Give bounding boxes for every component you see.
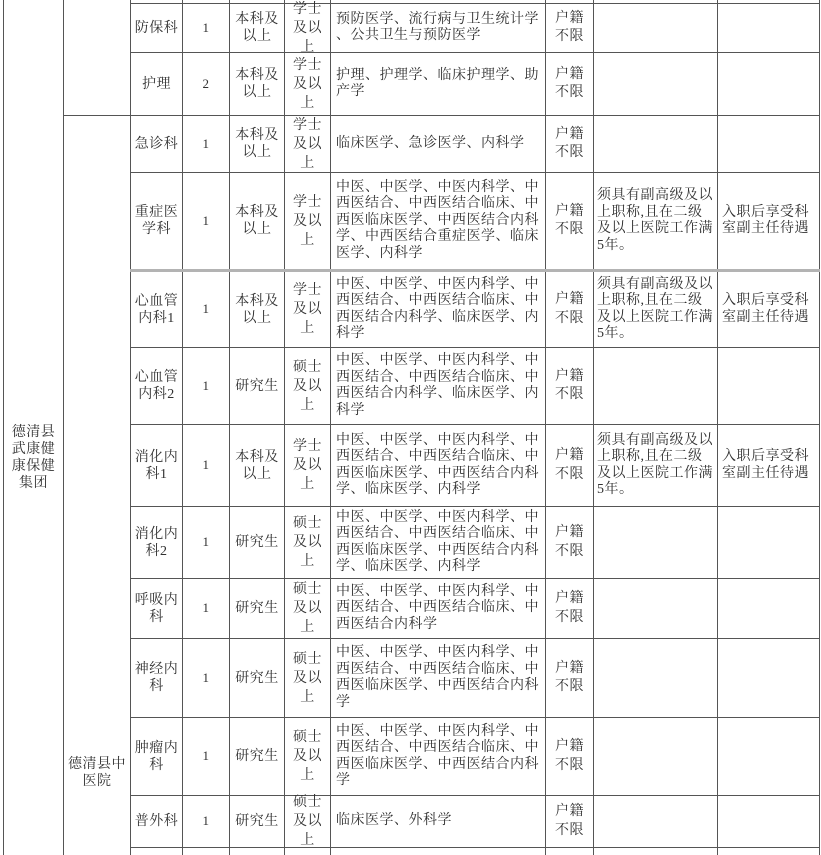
benefit-cell: 入职后享受科室副主任待遇 (718, 173, 820, 271)
requirement-cell: 须具有副高级及以上职称,且在二级及以上医院工作满5年。 (594, 271, 718, 348)
degree-cell: 硕士及以上 (285, 718, 331, 796)
requirement-cell (594, 507, 718, 579)
residency-cell: 户籍不限 (546, 53, 594, 116)
dept-cell: 心血管内科1 (131, 271, 183, 348)
count-cell: 1 (183, 639, 230, 718)
majors-cell: 中医、中医学、中医内科学、中西医结合、中西医结合临床、中西医临床医学、中西医结合内科学 (331, 718, 546, 796)
degree-cell: 硕士及以上 (285, 639, 331, 718)
benefit-cell (718, 507, 820, 579)
majors-cell: 护理、护理学、临床护理学、助产学 (331, 53, 546, 116)
dept-cell: 神经内科 (131, 639, 183, 718)
requirement-cell (594, 796, 718, 848)
benefit-cell (718, 348, 820, 425)
degree-cell: 学士及以上 (285, 173, 331, 271)
benefit-cell (718, 718, 820, 796)
degree-cell: 硕士及以上 (285, 579, 331, 639)
dept-cell: 普外科 (131, 796, 183, 848)
degree-cell: 学士及以上 (285, 271, 331, 348)
residency-cell: 户籍不限 (546, 796, 594, 848)
benefit-cell (718, 796, 820, 848)
majors-cell: 中医、中医学、中医内科学、中西医结合、中西医结合临床、中西医临床医学、中西医结合内科学、临床医学、内科学 (331, 425, 546, 507)
requirement-cell: 须具有副高级及以上职称,且在二级及以上医院工作满5年。 (594, 425, 718, 507)
residency-cell: 户籍不限 (546, 639, 594, 718)
clipped-cell (131, 848, 183, 855)
count-cell: 1 (183, 348, 230, 425)
benefit-cell (718, 4, 820, 53)
dept-cell: 消化内科1 (131, 425, 183, 507)
residency-cell: 户籍不限 (546, 507, 594, 579)
residency-cell: 户籍不限 (546, 348, 594, 425)
requirement-cell (594, 53, 718, 116)
benefit-cell (718, 579, 820, 639)
degree-cell: 硕士及以上 (285, 507, 331, 579)
dept-cell: 防保科 (131, 4, 183, 53)
dept-cell: 急诊科 (131, 116, 183, 173)
count-cell: 1 (183, 173, 230, 271)
clipped-cell (331, 848, 546, 855)
majors-cell: 中医、中医学、中医内科学、中西医结合、中西医结合临床、中西医结合内科学、临床医学、内科学 (331, 348, 546, 425)
education-cell: 本科及以上 (230, 116, 285, 173)
education-cell: 本科及以上 (230, 173, 285, 271)
recruitment-table (3, 0, 820, 855)
degree-cell: 学士及以上 (285, 116, 331, 173)
hospital-cell-upper (64, 0, 131, 116)
benefit-cell: 入职后享受科室副主任待遇 (718, 271, 820, 348)
count-cell: 1 (183, 425, 230, 507)
residency-cell: 户籍不限 (546, 173, 594, 271)
education-cell: 本科及以上 (230, 53, 285, 116)
dept-cell: 肿瘤内科 (131, 718, 183, 796)
dept-cell: 呼吸内科 (131, 579, 183, 639)
benefit-cell (718, 116, 820, 173)
count-cell: 1 (183, 579, 230, 639)
benefit-cell: 入职后享受科室副主任待遇 (718, 425, 820, 507)
dept-cell: 重症医学科 (131, 173, 183, 271)
count-cell: 2 (183, 53, 230, 116)
residency-cell: 户籍不限 (546, 425, 594, 507)
dept-cell: 消化内科2 (131, 507, 183, 579)
requirement-cell (594, 348, 718, 425)
count-cell: 1 (183, 507, 230, 579)
dept-cell: 护理 (131, 53, 183, 116)
education-cell: 研究生 (230, 507, 285, 579)
count-cell: 1 (183, 271, 230, 348)
majors-cell: 临床医学、外科学 (331, 796, 546, 848)
clipped-cell (594, 848, 718, 855)
majors-cell: 中医、中医学、中医内科学、中西医结合、中西医结合临床、中西医临床医学、中西医结合内科学、临床医学、内科学 (331, 507, 546, 579)
requirement-cell (594, 639, 718, 718)
requirement-cell: 须具有副高级及以上职称,且在二级及以上医院工作满5年。 (594, 173, 718, 271)
count-cell: 1 (183, 718, 230, 796)
count-cell: 1 (183, 4, 230, 53)
education-cell: 研究生 (230, 718, 285, 796)
education-cell: 本科及以上 (230, 425, 285, 507)
majors-cell: 临床医学、急诊医学、内科学 (331, 116, 546, 173)
degree-cell: 硕士及以上 (285, 796, 331, 848)
requirement-cell (594, 4, 718, 53)
hospital-cell-lower: 德清县中医院 (64, 116, 131, 855)
degree-cell: 硕士及以上 (285, 348, 331, 425)
degree-cell: 学士及以上 (285, 4, 331, 53)
education-cell: 研究生 (230, 579, 285, 639)
education-cell: 研究生 (230, 348, 285, 425)
requirement-cell (594, 579, 718, 639)
education-cell: 本科及以上 (230, 4, 285, 53)
table-row (4, 116, 820, 173)
clipped-cell (230, 848, 285, 855)
clipped-cell (546, 848, 594, 855)
org-group-cell: 德清县武康健康保健集团 (4, 0, 64, 855)
education-cell: 研究生 (230, 639, 285, 718)
majors-cell: 中医、中医学、中医内科学、中西医结合、中西医结合临床、中西医临床医学、中西医结合内科学、中西医结合重症医学、临床医学、内科学 (331, 173, 546, 271)
education-cell: 本科及以上 (230, 271, 285, 348)
residency-cell: 户籍不限 (546, 271, 594, 348)
count-cell: 1 (183, 116, 230, 173)
education-cell: 研究生 (230, 796, 285, 848)
degree-cell: 学士及以上 (285, 425, 331, 507)
majors-cell: 预防医学、流行病与卫生统计学、公共卫生与预防医学 (331, 4, 546, 53)
residency-cell: 户籍不限 (546, 4, 594, 53)
majors-cell: 中医、中医学、中医内科学、中西医结合、中西医结合临床、中西医结合内科学 (331, 579, 546, 639)
clipped-cell (183, 848, 230, 855)
majors-cell: 中医、中医学、中医内科学、中西医结合、中西医结合临床、中西医临床医学、中西医结合内科学 (331, 639, 546, 718)
requirement-cell (594, 718, 718, 796)
residency-cell: 户籍不限 (546, 116, 594, 173)
residency-cell: 户籍不限 (546, 579, 594, 639)
clipped-cell (718, 848, 820, 855)
benefit-cell (718, 639, 820, 718)
dept-cell: 心血管内科2 (131, 348, 183, 425)
benefit-cell (718, 53, 820, 116)
requirement-cell (594, 116, 718, 173)
majors-cell: 中医、中医学、中医内科学、中西医结合、中西医结合临床、中西医结合内科学、临床医学、内科学 (331, 271, 546, 348)
degree-cell: 学士及以上 (285, 53, 331, 116)
count-cell: 1 (183, 796, 230, 848)
residency-cell: 户籍不限 (546, 718, 594, 796)
